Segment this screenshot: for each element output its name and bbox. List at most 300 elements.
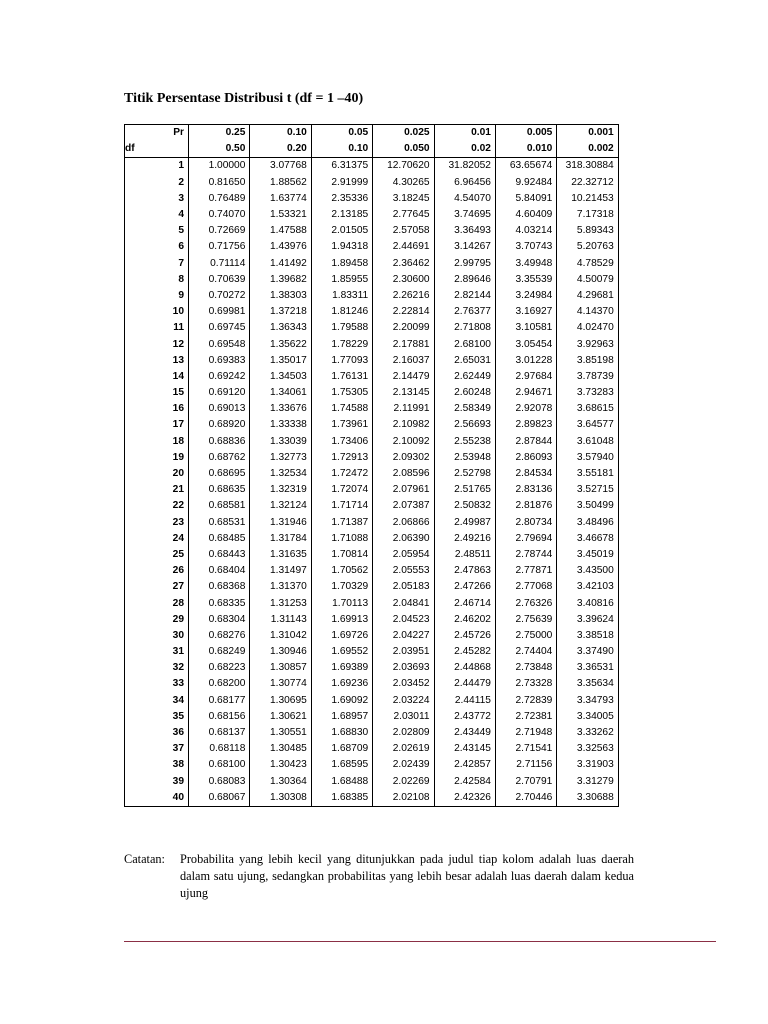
df-value: 36 bbox=[125, 725, 189, 741]
critical-value: 0.68920 bbox=[189, 417, 250, 433]
df-value: 24 bbox=[125, 531, 189, 547]
critical-value: 2.56693 bbox=[434, 417, 495, 433]
df-value: 11 bbox=[125, 320, 189, 336]
table-row bbox=[125, 450, 619, 466]
critical-value: 63.65674 bbox=[495, 158, 556, 175]
critical-value: 0.68177 bbox=[189, 693, 250, 709]
df-value: 15 bbox=[125, 385, 189, 401]
critical-value: 2.42584 bbox=[434, 774, 495, 790]
critical-value: 2.02439 bbox=[373, 757, 434, 773]
critical-value: 1.36343 bbox=[250, 320, 311, 336]
critical-value: 3.24984 bbox=[495, 288, 556, 304]
table-row bbox=[125, 466, 619, 482]
critical-value: 3.37490 bbox=[557, 644, 618, 660]
critical-value: 1.30364 bbox=[250, 774, 311, 790]
critical-value: 2.73848 bbox=[495, 660, 556, 676]
critical-value: 3.01228 bbox=[495, 353, 556, 369]
table-row bbox=[125, 417, 619, 433]
critical-value: 3.38518 bbox=[557, 628, 618, 644]
critical-value: 0.69745 bbox=[189, 320, 250, 336]
critical-value: 1.94318 bbox=[311, 239, 372, 255]
critical-value: 0.68118 bbox=[189, 741, 250, 757]
critical-value: 1.35622 bbox=[250, 336, 311, 352]
critical-value: 0.69120 bbox=[189, 385, 250, 401]
critical-value: 4.14370 bbox=[557, 304, 618, 320]
critical-value: 0.69242 bbox=[189, 369, 250, 385]
critical-value: 0.69981 bbox=[189, 304, 250, 320]
critical-value: 2.71808 bbox=[434, 320, 495, 336]
table-row bbox=[125, 612, 619, 628]
df-value: 32 bbox=[125, 660, 189, 676]
two-tail-header: 0.02 bbox=[434, 141, 495, 158]
table-row bbox=[125, 304, 619, 320]
critical-value: 1.69389 bbox=[311, 660, 372, 676]
df-value: 33 bbox=[125, 676, 189, 692]
critical-value: 2.26216 bbox=[373, 288, 434, 304]
table-row bbox=[125, 579, 619, 595]
critical-value: 0.68083 bbox=[189, 774, 250, 790]
df-value: 1 bbox=[125, 158, 189, 175]
df-value: 14 bbox=[125, 369, 189, 385]
df-value: 27 bbox=[125, 579, 189, 595]
table-row bbox=[125, 272, 619, 288]
df-value: 10 bbox=[125, 304, 189, 320]
critical-value: 1.69726 bbox=[311, 628, 372, 644]
critical-value: 2.72381 bbox=[495, 709, 556, 725]
critical-value: 2.80734 bbox=[495, 515, 556, 531]
critical-value: 2.04227 bbox=[373, 628, 434, 644]
two-tail-header: 0.10 bbox=[311, 141, 372, 158]
critical-value: 2.51765 bbox=[434, 482, 495, 498]
critical-value: 3.42103 bbox=[557, 579, 618, 595]
critical-value: 1.68830 bbox=[311, 725, 372, 741]
note-label: Catatan: bbox=[124, 852, 165, 866]
critical-value: 2.89823 bbox=[495, 417, 556, 433]
df-value: 28 bbox=[125, 595, 189, 611]
critical-value: 2.57058 bbox=[373, 223, 434, 239]
df-value: 29 bbox=[125, 612, 189, 628]
critical-value: 3.85198 bbox=[557, 353, 618, 369]
critical-value: 1.83311 bbox=[311, 288, 372, 304]
critical-value: 1.30774 bbox=[250, 676, 311, 692]
critical-value: 0.68100 bbox=[189, 757, 250, 773]
df-value: 16 bbox=[125, 401, 189, 417]
critical-value: 0.68485 bbox=[189, 531, 250, 547]
critical-value: 3.32563 bbox=[557, 741, 618, 757]
critical-value: 3.78739 bbox=[557, 369, 618, 385]
critical-value: 3.14267 bbox=[434, 239, 495, 255]
table-row bbox=[125, 774, 619, 790]
critical-value: 2.03693 bbox=[373, 660, 434, 676]
critical-value: 1.68385 bbox=[311, 790, 372, 807]
table-row bbox=[125, 288, 619, 304]
critical-value: 2.05954 bbox=[373, 547, 434, 563]
table-row bbox=[125, 336, 619, 352]
critical-value: 1.30857 bbox=[250, 660, 311, 676]
critical-value: 1.32534 bbox=[250, 466, 311, 482]
critical-value: 3.61048 bbox=[557, 434, 618, 450]
df-value: 7 bbox=[125, 256, 189, 272]
critical-value: 1.30308 bbox=[250, 790, 311, 807]
critical-value: 6.96456 bbox=[434, 175, 495, 191]
critical-value: 1.85955 bbox=[311, 272, 372, 288]
critical-value: 2.04841 bbox=[373, 595, 434, 611]
footnote bbox=[124, 851, 634, 902]
critical-value: 5.89343 bbox=[557, 223, 618, 239]
critical-value: 1.31784 bbox=[250, 531, 311, 547]
df-label: df bbox=[125, 141, 189, 158]
critical-value: 2.94671 bbox=[495, 385, 556, 401]
table-row bbox=[125, 239, 619, 255]
critical-value: 2.14479 bbox=[373, 369, 434, 385]
critical-value: 0.76489 bbox=[189, 191, 250, 207]
critical-value: 1.72472 bbox=[311, 466, 372, 482]
critical-value: 3.40816 bbox=[557, 595, 618, 611]
critical-value: 2.62449 bbox=[434, 369, 495, 385]
critical-value: 2.77871 bbox=[495, 563, 556, 579]
two-tail-header: 0.050 bbox=[373, 141, 434, 158]
critical-value: 1.73961 bbox=[311, 417, 372, 433]
critical-value: 1.70814 bbox=[311, 547, 372, 563]
critical-value: 2.03011 bbox=[373, 709, 434, 725]
critical-value: 2.49216 bbox=[434, 531, 495, 547]
critical-value: 1.71088 bbox=[311, 531, 372, 547]
critical-value: 0.68249 bbox=[189, 644, 250, 660]
df-value: 39 bbox=[125, 774, 189, 790]
critical-value: 2.22814 bbox=[373, 304, 434, 320]
table-row bbox=[125, 741, 619, 757]
critical-value: 1.70329 bbox=[311, 579, 372, 595]
critical-value: 2.20099 bbox=[373, 320, 434, 336]
critical-value: 4.03214 bbox=[495, 223, 556, 239]
critical-value: 2.71541 bbox=[495, 741, 556, 757]
critical-value: 1.71714 bbox=[311, 498, 372, 514]
critical-value: 1.70113 bbox=[311, 595, 372, 611]
one-tail-header: 0.025 bbox=[373, 125, 434, 142]
table-row bbox=[125, 790, 619, 807]
critical-value: 0.69013 bbox=[189, 401, 250, 417]
one-tail-header: 0.05 bbox=[311, 125, 372, 142]
table-row bbox=[125, 158, 619, 175]
critical-value: 1.69236 bbox=[311, 676, 372, 692]
critical-value: 3.43500 bbox=[557, 563, 618, 579]
critical-value: 1.33338 bbox=[250, 417, 311, 433]
critical-value: 2.10092 bbox=[373, 434, 434, 450]
table-row bbox=[125, 401, 619, 417]
df-value: 3 bbox=[125, 191, 189, 207]
df-value: 34 bbox=[125, 693, 189, 709]
critical-value: 1.70562 bbox=[311, 563, 372, 579]
table-row bbox=[125, 207, 619, 223]
critical-value: 3.57940 bbox=[557, 450, 618, 466]
df-value: 22 bbox=[125, 498, 189, 514]
table-row bbox=[125, 434, 619, 450]
critical-value: 1.30551 bbox=[250, 725, 311, 741]
critical-value: 4.29681 bbox=[557, 288, 618, 304]
critical-value: 318.30884 bbox=[557, 158, 618, 175]
critical-value: 1.53321 bbox=[250, 207, 311, 223]
critical-value: 2.92078 bbox=[495, 401, 556, 417]
critical-value: 1.35017 bbox=[250, 353, 311, 369]
critical-value: 2.82144 bbox=[434, 288, 495, 304]
critical-value: 1.30423 bbox=[250, 757, 311, 773]
critical-value: 1.31946 bbox=[250, 515, 311, 531]
critical-value: 3.05454 bbox=[495, 336, 556, 352]
t-distribution-table bbox=[124, 124, 619, 807]
table-row bbox=[125, 725, 619, 741]
critical-value: 1.68709 bbox=[311, 741, 372, 757]
critical-value: 2.09302 bbox=[373, 450, 434, 466]
one-tail-header: 0.005 bbox=[495, 125, 556, 142]
critical-value: 1.33676 bbox=[250, 401, 311, 417]
critical-value: 22.32712 bbox=[557, 175, 618, 191]
df-value: 19 bbox=[125, 450, 189, 466]
table-row bbox=[125, 256, 619, 272]
table-row bbox=[125, 644, 619, 660]
one-tail-header: 0.001 bbox=[557, 125, 618, 142]
critical-value: 0.69383 bbox=[189, 353, 250, 369]
critical-value: 2.75000 bbox=[495, 628, 556, 644]
critical-value: 1.78229 bbox=[311, 336, 372, 352]
critical-value: 0.70639 bbox=[189, 272, 250, 288]
critical-value: 0.68836 bbox=[189, 434, 250, 450]
critical-value: 1.72074 bbox=[311, 482, 372, 498]
critical-value: 1.30621 bbox=[250, 709, 311, 725]
critical-value: 1.30946 bbox=[250, 644, 311, 660]
table-row bbox=[125, 385, 619, 401]
critical-value: 2.30600 bbox=[373, 272, 434, 288]
critical-value: 2.47266 bbox=[434, 579, 495, 595]
critical-value: 0.68762 bbox=[189, 450, 250, 466]
critical-value: 2.07387 bbox=[373, 498, 434, 514]
critical-value: 2.84534 bbox=[495, 466, 556, 482]
critical-value: 2.02809 bbox=[373, 725, 434, 741]
critical-value: 2.76377 bbox=[434, 304, 495, 320]
table-row bbox=[125, 353, 619, 369]
critical-value: 2.35336 bbox=[311, 191, 372, 207]
critical-value: 7.17318 bbox=[557, 207, 618, 223]
critical-value: 5.20763 bbox=[557, 239, 618, 255]
critical-value: 4.30265 bbox=[373, 175, 434, 191]
critical-value: 2.60248 bbox=[434, 385, 495, 401]
critical-value: 1.75305 bbox=[311, 385, 372, 401]
critical-value: 9.92484 bbox=[495, 175, 556, 191]
critical-value: 2.17881 bbox=[373, 336, 434, 352]
critical-value: 2.47863 bbox=[434, 563, 495, 579]
critical-value: 1.31370 bbox=[250, 579, 311, 595]
critical-value: 2.44479 bbox=[434, 676, 495, 692]
critical-value: 2.16037 bbox=[373, 353, 434, 369]
critical-value: 2.05553 bbox=[373, 563, 434, 579]
critical-value: 3.31279 bbox=[557, 774, 618, 790]
critical-value: 2.43772 bbox=[434, 709, 495, 725]
critical-value: 31.82052 bbox=[434, 158, 495, 175]
critical-value: 2.55238 bbox=[434, 434, 495, 450]
critical-value: 0.68304 bbox=[189, 612, 250, 628]
critical-value: 2.97684 bbox=[495, 369, 556, 385]
table-row bbox=[125, 515, 619, 531]
critical-value: 1.31253 bbox=[250, 595, 311, 611]
table-row bbox=[125, 498, 619, 514]
critical-value: 0.69548 bbox=[189, 336, 250, 352]
critical-value: 2.70446 bbox=[495, 790, 556, 807]
critical-value: 1.71387 bbox=[311, 515, 372, 531]
table-row bbox=[125, 191, 619, 207]
critical-value: 2.75639 bbox=[495, 612, 556, 628]
critical-value: 2.89646 bbox=[434, 272, 495, 288]
critical-value: 2.81876 bbox=[495, 498, 556, 514]
table-row bbox=[125, 660, 619, 676]
table-row bbox=[125, 676, 619, 692]
critical-value: 3.52715 bbox=[557, 482, 618, 498]
table-row bbox=[125, 547, 619, 563]
critical-value: 1.30485 bbox=[250, 741, 311, 757]
critical-value: 0.68581 bbox=[189, 498, 250, 514]
critical-value: 2.43449 bbox=[434, 725, 495, 741]
critical-value: 3.45019 bbox=[557, 547, 618, 563]
critical-value: 2.99795 bbox=[434, 256, 495, 272]
critical-value: 3.74695 bbox=[434, 207, 495, 223]
critical-value: 1.00000 bbox=[189, 158, 250, 175]
critical-value: 3.48496 bbox=[557, 515, 618, 531]
pr-label: Pr bbox=[125, 125, 189, 142]
critical-value: 1.33039 bbox=[250, 434, 311, 450]
critical-value: 2.73328 bbox=[495, 676, 556, 692]
df-value: 17 bbox=[125, 417, 189, 433]
table-row bbox=[125, 369, 619, 385]
critical-value: 2.46202 bbox=[434, 612, 495, 628]
critical-value: 3.30688 bbox=[557, 790, 618, 807]
table-row bbox=[125, 757, 619, 773]
critical-value: 2.74404 bbox=[495, 644, 556, 660]
critical-value: 2.02269 bbox=[373, 774, 434, 790]
two-tail-header: 0.20 bbox=[250, 141, 311, 158]
df-value: 5 bbox=[125, 223, 189, 239]
critical-value: 1.37218 bbox=[250, 304, 311, 320]
critical-value: 3.31903 bbox=[557, 757, 618, 773]
critical-value: 3.34005 bbox=[557, 709, 618, 725]
critical-value: 2.50832 bbox=[434, 498, 495, 514]
critical-value: 3.36493 bbox=[434, 223, 495, 239]
critical-value: 2.76326 bbox=[495, 595, 556, 611]
critical-value: 2.53948 bbox=[434, 450, 495, 466]
critical-value: 3.10581 bbox=[495, 320, 556, 336]
critical-value: 3.39624 bbox=[557, 612, 618, 628]
table-row bbox=[125, 628, 619, 644]
critical-value: 2.43145 bbox=[434, 741, 495, 757]
critical-value: 2.71156 bbox=[495, 757, 556, 773]
critical-value: 3.35634 bbox=[557, 676, 618, 692]
df-value: 35 bbox=[125, 709, 189, 725]
df-value: 25 bbox=[125, 547, 189, 563]
critical-value: 2.86093 bbox=[495, 450, 556, 466]
critical-value: 1.34503 bbox=[250, 369, 311, 385]
critical-value: 2.83136 bbox=[495, 482, 556, 498]
df-value: 6 bbox=[125, 239, 189, 255]
critical-value: 2.42857 bbox=[434, 757, 495, 773]
df-value: 13 bbox=[125, 353, 189, 369]
critical-value: 1.32319 bbox=[250, 482, 311, 498]
header-row-two-tail bbox=[125, 141, 619, 158]
critical-value: 1.32124 bbox=[250, 498, 311, 514]
critical-value: 5.84091 bbox=[495, 191, 556, 207]
critical-value: 3.07768 bbox=[250, 158, 311, 175]
critical-value: 0.68156 bbox=[189, 709, 250, 725]
critical-value: 3.64577 bbox=[557, 417, 618, 433]
critical-value: 1.38303 bbox=[250, 288, 311, 304]
critical-value: 1.47588 bbox=[250, 223, 311, 239]
critical-value: 1.63774 bbox=[250, 191, 311, 207]
critical-value: 6.31375 bbox=[311, 158, 372, 175]
table-row bbox=[125, 563, 619, 579]
critical-value: 0.68531 bbox=[189, 515, 250, 531]
critical-value: 2.91999 bbox=[311, 175, 372, 191]
one-tail-header: 0.25 bbox=[189, 125, 250, 142]
critical-value: 0.68137 bbox=[189, 725, 250, 741]
critical-value: 1.41492 bbox=[250, 256, 311, 272]
critical-value: 1.89458 bbox=[311, 256, 372, 272]
critical-value: 2.77068 bbox=[495, 579, 556, 595]
df-value: 4 bbox=[125, 207, 189, 223]
critical-value: 2.07961 bbox=[373, 482, 434, 498]
table-row bbox=[125, 175, 619, 191]
table-row bbox=[125, 320, 619, 336]
critical-value: 1.68957 bbox=[311, 709, 372, 725]
critical-value: 0.71114 bbox=[189, 256, 250, 272]
critical-value: 2.46714 bbox=[434, 595, 495, 611]
critical-value: 3.33262 bbox=[557, 725, 618, 741]
critical-value: 2.45282 bbox=[434, 644, 495, 660]
critical-value: 3.34793 bbox=[557, 693, 618, 709]
critical-value: 1.31042 bbox=[250, 628, 311, 644]
critical-value: 1.72913 bbox=[311, 450, 372, 466]
critical-value: 2.06390 bbox=[373, 531, 434, 547]
critical-value: 2.44868 bbox=[434, 660, 495, 676]
critical-value: 2.79694 bbox=[495, 531, 556, 547]
critical-value: 2.44115 bbox=[434, 693, 495, 709]
critical-value: 3.46678 bbox=[557, 531, 618, 547]
critical-value: 2.03224 bbox=[373, 693, 434, 709]
df-value: 26 bbox=[125, 563, 189, 579]
df-value: 12 bbox=[125, 336, 189, 352]
critical-value: 2.87844 bbox=[495, 434, 556, 450]
critical-value: 1.69092 bbox=[311, 693, 372, 709]
critical-value: 2.72839 bbox=[495, 693, 556, 709]
df-value: 31 bbox=[125, 644, 189, 660]
critical-value: 2.03452 bbox=[373, 676, 434, 692]
critical-value: 4.54070 bbox=[434, 191, 495, 207]
critical-value: 1.31143 bbox=[250, 612, 311, 628]
critical-value: 1.39682 bbox=[250, 272, 311, 288]
critical-value: 4.50079 bbox=[557, 272, 618, 288]
critical-value: 2.05183 bbox=[373, 579, 434, 595]
critical-value: 2.71948 bbox=[495, 725, 556, 741]
critical-value: 3.16927 bbox=[495, 304, 556, 320]
critical-value: 1.73406 bbox=[311, 434, 372, 450]
df-value: 8 bbox=[125, 272, 189, 288]
critical-value: 1.76131 bbox=[311, 369, 372, 385]
df-value: 30 bbox=[125, 628, 189, 644]
table-row bbox=[125, 709, 619, 725]
critical-value: 0.68276 bbox=[189, 628, 250, 644]
critical-value: 2.04523 bbox=[373, 612, 434, 628]
critical-value: 0.68404 bbox=[189, 563, 250, 579]
critical-value: 2.49987 bbox=[434, 515, 495, 531]
critical-value: 2.44691 bbox=[373, 239, 434, 255]
critical-value: 0.68443 bbox=[189, 547, 250, 563]
df-value: 40 bbox=[125, 790, 189, 807]
critical-value: 2.52798 bbox=[434, 466, 495, 482]
